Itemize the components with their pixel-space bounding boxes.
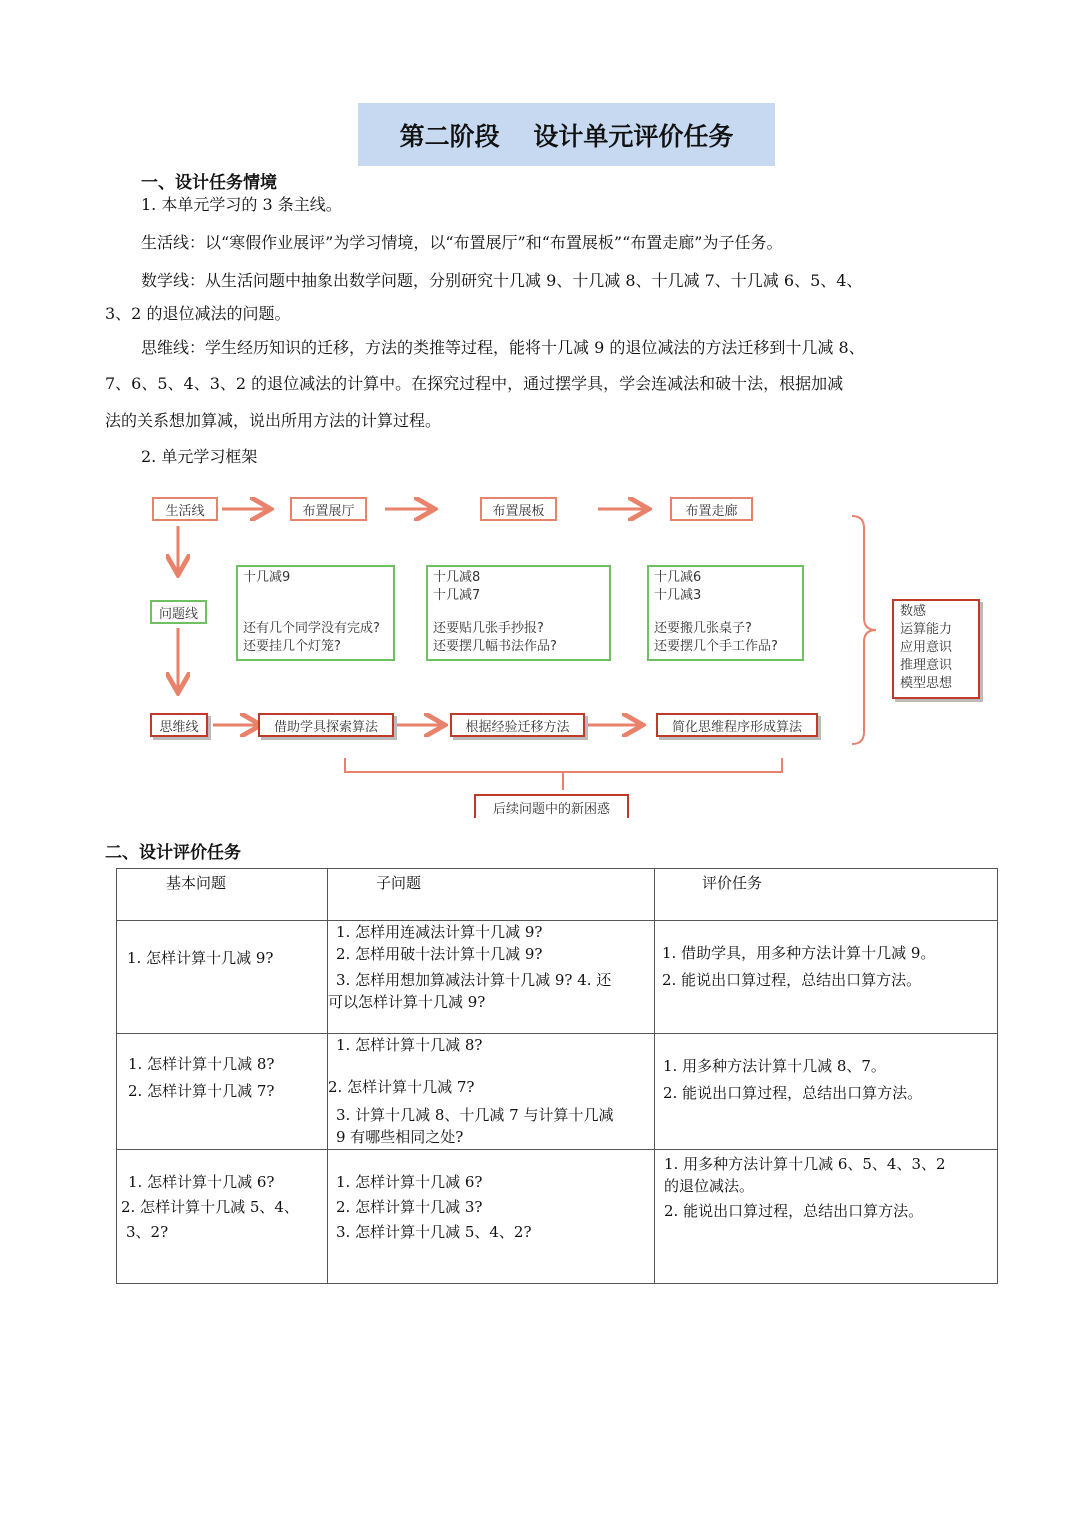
q3-question-b: 还要摆几个手工作品? [654,639,778,654]
cell-text: 2. 怎样计算十几减 5、4、 [121,1198,299,1216]
cell-text: 1. 怎样计算十几减 9? [127,949,274,967]
cell-text: 3、2? [126,1223,169,1241]
q3-topic-a: 十几减6 [654,570,702,585]
basic-question-cell [117,1034,328,1150]
q2-topic-b: 十几减7 [433,588,481,603]
sub-question-cell [328,1034,655,1150]
summary-item: 推理意识 [900,658,953,673]
basic-question-cell [117,921,328,1034]
core-literacy-summary-box [892,599,980,699]
thinking-line-text-2: 7、6、5、4、3、2 的退位减法的计算中。在探究过程中，通过摆学具，学会连减法和破十法，根据加减 [105,374,844,393]
unit-learning-framework-diagram [140,488,990,818]
thinking-line-text-1: 思维线：学生经历知识的迁移，方法的类推等过程，能将十几减 9 的退位减法的方法迁移到十几减 8、 [141,338,865,357]
cell-text: 1. 用多种方法计算十几减 6、5、4、3、2 [664,1155,946,1173]
board-task-label: 布置展板 [480,497,557,521]
question-box-9 [236,565,395,661]
cell-text: 2. 怎样计算十几减 3? [336,1198,483,1216]
sub-question-cell [328,921,655,1034]
cell-text: 2. 能说出口算过程，总结出口算方法。 [662,971,922,989]
item1-text: 1. 本单元学习的 3 条主线。 [141,195,342,214]
column-header: 子问题 [328,869,655,921]
cell-text: 1. 怎样计算十几减 6? [128,1173,275,1191]
page-title: 第二阶段 设计单元评价任务 [358,103,775,166]
evaluation-task-cell [655,1150,998,1284]
bottom-brace-icon [345,758,782,790]
cell-text: 2. 怎样计算十几减 7? [128,1082,275,1100]
cell-text: 可以怎样计算十几减 9? [328,993,486,1011]
summary-item: 运算能力 [900,622,953,637]
q2-question-a: 还要贴几张手抄报? [433,621,544,636]
evaluation-task-cell [655,921,998,1034]
q3-question-a: 还要搬几张桌子? [654,621,752,636]
thinking-step-2: 根据经验迁移方法 [450,713,585,737]
evaluation-task-cell [655,1034,998,1150]
cell-text: 2. 怎样计算十几减 7? [328,1078,475,1096]
sub-question-cell [328,1150,655,1284]
table-row [117,921,998,1034]
cell-text: 2. 怎样用破十法计算十几减 9? [336,945,543,963]
cell-text: 3. 怎样计算十几减 5、4、2? [336,1223,532,1241]
section1-heading: 一、设计任务情境 [141,173,277,193]
cell-text: 3. 怎样用想加算减法计算十几减 9? 4. 还 [336,971,612,989]
life-line-text: 生活线：以“寒假作业展评”为学习情境，以“布置展厅”和“布置展板”“布置走廊”为子任务。 [141,233,783,252]
evaluation-task-table [116,868,998,1284]
q1-question-b: 还要挂几个灯笼? [243,639,341,654]
new-confusion-label: 后续问题中的新困惑 [474,794,629,818]
thinking-step-1: 借助学具探索算法 [258,713,394,737]
column-header: 基本问题 [117,869,328,921]
thinking-line-label: 思维线 [150,713,208,737]
math-line-text-1: 数学线：从生活问题中抽象出数学问题，分别研究十几减 9、十几减 8、十几减 7、十几减 6、5、4、 [141,271,863,290]
life-line-label: 生活线 [152,497,218,521]
thinking-line-text-3: 法的关系想加算减，说出所用方法的计算过程。 [105,411,442,430]
cell-text: 1. 怎样计算十几减 6? [336,1173,483,1191]
cell-text: 9 有哪些相同之处? [336,1128,464,1146]
cell-text: 2. 能说出口算过程，总结出口算方法。 [663,1084,923,1102]
q3-topic-b: 十几减3 [654,588,702,603]
right-brace-icon [852,516,876,744]
q2-topic-a: 十几减8 [433,570,481,585]
table-header-row [117,869,998,921]
column-header: 评价任务 [655,869,998,921]
item2-text: 2. 单元学习框架 [141,447,258,466]
thinking-step-3: 简化思维程序形成算法 [656,713,818,737]
basic-question-cell [117,1150,328,1284]
cell-text: 的退位减法。 [664,1177,755,1195]
math-line-text-2: 3、2 的退位减法的问题。 [105,304,291,323]
cell-text: 1. 怎样计算十几减 8? [128,1055,275,1073]
cell-text: 1. 怎样计算十几减 8? [336,1036,483,1054]
cell-text: 2. 能说出口算过程，总结出口算方法。 [664,1202,924,1220]
question-box-8-7 [426,565,611,661]
hall-task-label: 布置展厅 [290,497,367,521]
q1-question-a: 还有几个同学没有完成? [243,621,380,636]
section2-heading: 二、设计评价任务 [105,843,241,863]
table-row [117,1150,998,1284]
cell-text: 1. 借助学具，用多种方法计算十几减 9。 [662,944,936,962]
question-box-6-3 [647,565,804,661]
q2-question-b: 还要摆几幅书法作品? [433,639,557,654]
cell-text: 1. 怎样用连减法计算十几减 9? [336,923,543,941]
summary-item: 数感 [900,604,927,619]
summary-item: 模型思想 [900,676,953,691]
corridor-task-label: 布置走廊 [670,497,753,521]
q1-topic: 十几减9 [243,570,291,585]
cell-text: 1. 用多种方法计算十几减 8、7。 [663,1057,886,1075]
problem-line-label: 问题线 [150,600,207,624]
summary-item: 应用意识 [900,640,953,655]
table-row [117,1034,998,1150]
cell-text: 3. 计算十几减 8、十几减 7 与计算十几减 [336,1106,614,1124]
